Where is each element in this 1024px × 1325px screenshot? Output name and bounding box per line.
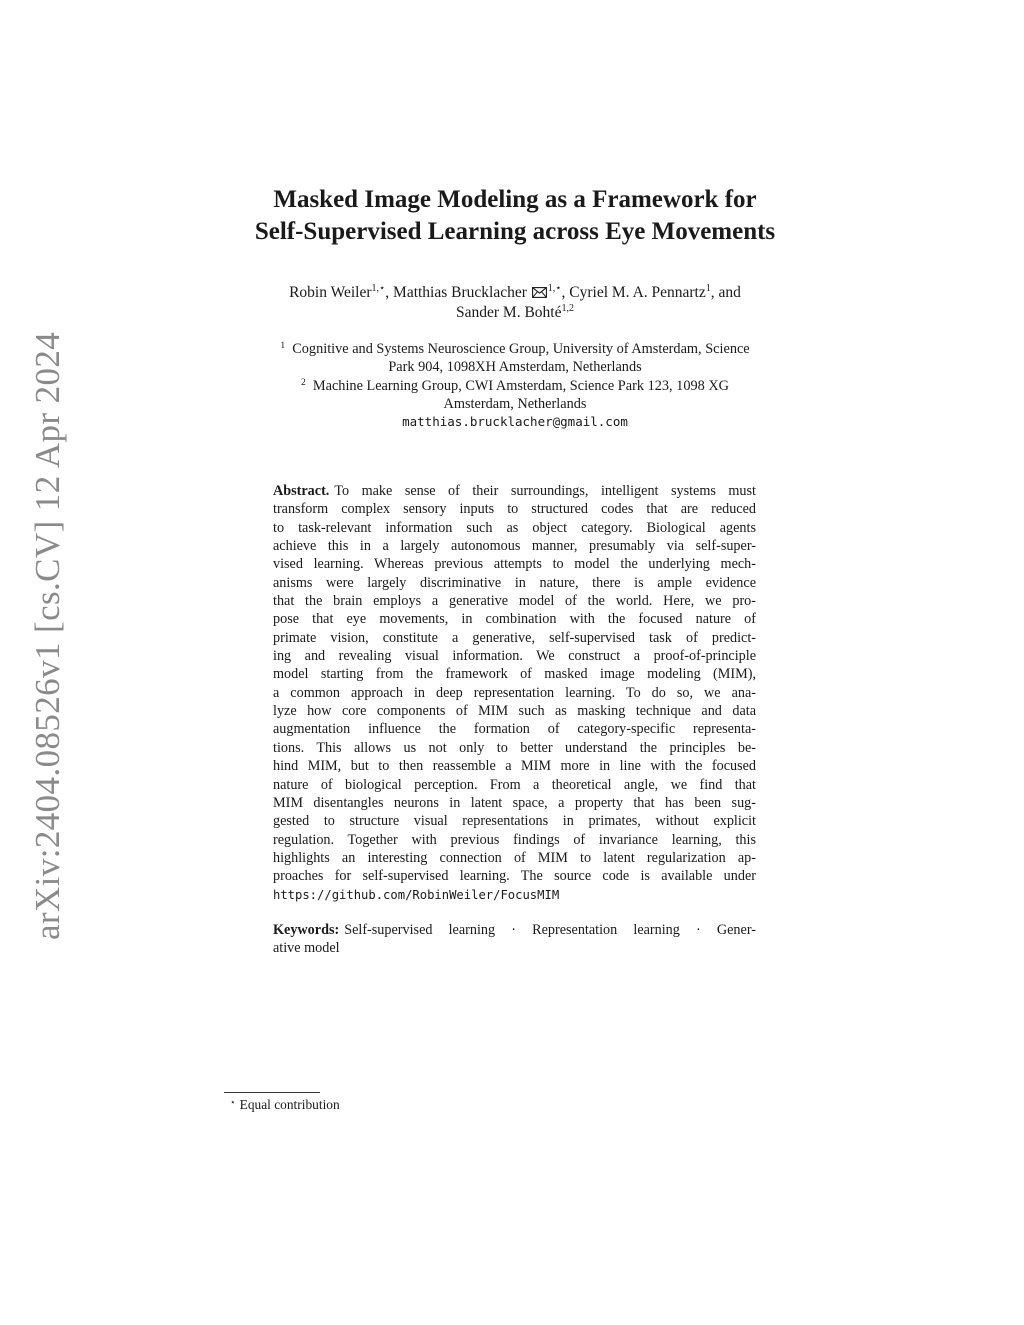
author-affil-mark: 1,⋆: [371, 283, 386, 294]
affiliation-text: Machine Learning Group, CWI Amsterdam, Science Park 123, 1098 XG: [312, 377, 729, 394]
affiliation-2-cont: Amsterdam, Netherlands: [443, 395, 587, 412]
abstract-label: Abstract.: [273, 483, 330, 499]
contact-email[interactable]: matthias.brucklacher@gmail.com: [402, 414, 628, 430]
authors-line-2: [180, 303, 850, 323]
author-affil-mark: 1: [705, 283, 711, 294]
keywords-text: Self-supervised learning · Representation learning · Gener-: [344, 922, 756, 938]
title-line-1: Masked Image Modeling as a Framework for: [273, 186, 757, 213]
author-affil-mark: 1,⋆: [547, 283, 562, 294]
abstract-line: regulation. Together with previous findings of invariance learning, this: [273, 831, 756, 848]
authors-line-1: [180, 283, 850, 303]
affiliations: [230, 340, 800, 431]
affiliation-text: Cognitive and Systems Neuroscience Group, University of Amsterdam, Science: [292, 341, 750, 357]
affiliation-1: [230, 340, 800, 358]
abstract-line: pose that eye movements, in combination with the focused nature of: [273, 611, 756, 628]
keywords: [273, 921, 756, 958]
footnote-mark: ⋆: [230, 1097, 236, 1107]
affiliation-2: [230, 377, 800, 395]
abstract-text: To make sense of their surroundings, intelligent systems must: [334, 483, 756, 499]
author-separator: , and: [710, 284, 741, 301]
author-separator: ,: [385, 284, 394, 301]
author-name: Sander M. Bohté: [456, 304, 562, 321]
abstract: [273, 482, 756, 904]
arxiv-identifier: arXiv:2404.08526v1 [cs.CV] 12 Apr 2024: [28, 331, 67, 940]
affiliation-mark: 2: [300, 377, 306, 388]
author-name: Cyriel M. A. Pennartz: [569, 284, 706, 301]
affiliation-1-cont: Park 904, 1098XH Amsterdam, Netherlands: [388, 359, 642, 376]
abstract-line: hind MIM, but to then reassemble a MIM more in line with the focused: [273, 758, 756, 775]
abstract-line: nature of biological perception. From a theoretical angle, we find that: [273, 776, 756, 793]
abstract-line: tions. This allows us not only to better understand the principles be-: [273, 739, 756, 756]
abstract-line: MIM disentangles neurons in latent space, a property that has been sug-: [273, 794, 756, 811]
abstract-line: to task-relevant information such as object category. Biological agents: [273, 519, 756, 536]
author-list: [180, 283, 850, 323]
abstract-line: that the brain employs a generative model of the world. Here, we pro-: [273, 593, 756, 610]
abstract-line: ing and revealing visual information. We construct a proof-of-principle: [273, 648, 756, 665]
abstract-line: transform complex sensory inputs to structured codes that are reduced: [273, 501, 756, 518]
source-code-link[interactable]: https://github.com/RobinWeiler/FocusMIM: [273, 887, 560, 902]
affiliation-mark: 1: [280, 341, 286, 351]
abstract-line: primate vision, constitute a generative, self-supervised task of predict-: [273, 629, 756, 646]
abstract-line: anisms were largely discriminative in nature, there is ample evidence: [273, 574, 756, 591]
paper-title: [150, 184, 880, 248]
abstract-line: augmentation influence the formation of category-specific representa-: [273, 721, 756, 738]
abstract-line: a common approach in deep representation learning. To do so, we ana-: [273, 684, 756, 701]
footnote-text: Equal contribution: [239, 1097, 340, 1112]
abstract-line: gested to structure visual representations in primates, without explicit: [273, 813, 756, 830]
footnote-divider: [224, 1092, 320, 1093]
abstract-line: lyze how core components of MIM such as masking technique and data: [273, 703, 756, 720]
author-name: Robin Weiler: [289, 284, 372, 301]
abstract-line: model starting from the framework of masked image modeling (MIM),: [273, 666, 756, 683]
author-name: Matthias Brucklacher: [393, 284, 527, 301]
abstract-line: highlights an interesting connection of MIM to latent regularization ap-: [273, 849, 756, 866]
abstract-line: achieve this in a largely autonomous manner, presumably via self-super-: [273, 538, 756, 555]
abstract-line: vised learning. Whereas previous attempts to model the underlying mech-: [273, 556, 756, 573]
abstract-body: [273, 500, 756, 885]
keywords-line: ative model: [273, 940, 340, 957]
author-separator: ,: [561, 284, 570, 301]
keywords-line: [273, 921, 756, 939]
abstract-line: [273, 482, 756, 500]
title-line-2: Self-Supervised Learning across Eye Movements: [254, 218, 776, 245]
abstract-line: proaches for self-supervised learning. The source code is available under: [273, 868, 756, 885]
keywords-label: Keywords:: [273, 922, 340, 938]
footnote: [230, 1096, 340, 1113]
envelope-icon: [532, 287, 547, 298]
author-affil-mark: 1,2: [561, 303, 574, 314]
